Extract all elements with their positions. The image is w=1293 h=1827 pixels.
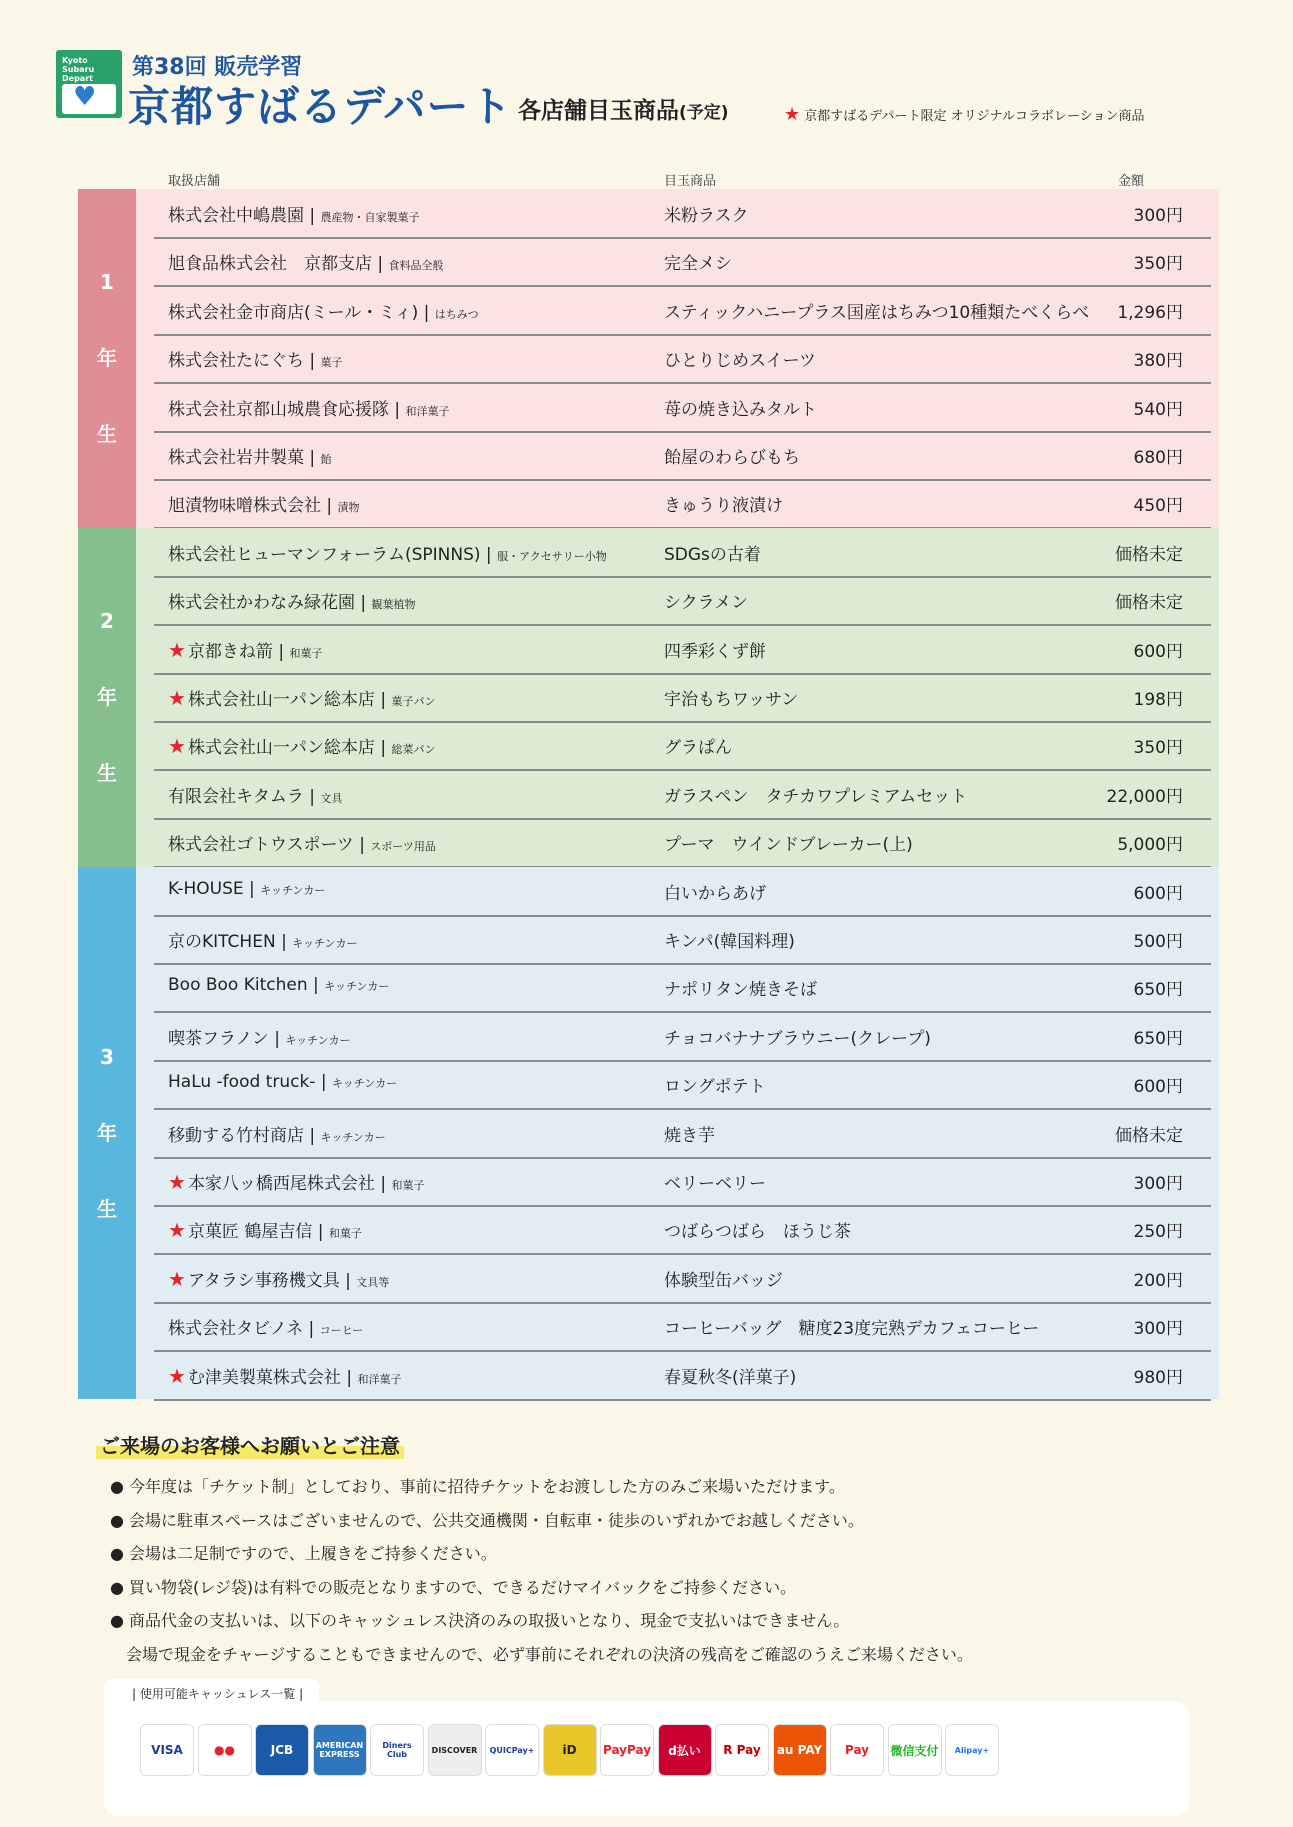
product-price: 650円 (1133, 980, 1183, 1001)
store-label: Boo Boo Kitchen (168, 975, 308, 996)
diners-logo: Diners Club (370, 1724, 424, 1776)
table-row (154, 770, 1211, 820)
paypay-logo: PayPay (600, 1724, 654, 1776)
product-name: ナポリタン焼きそば (664, 980, 817, 1001)
table-row (154, 721, 1211, 771)
grade-label (78, 867, 136, 1399)
grade-label-char: 生 (97, 761, 117, 786)
store-category: 和洋菓子 (357, 1372, 402, 1386)
notice-title: ご来場のお客様へお願いとご注意 (96, 1430, 404, 1459)
store-label: 株式会社岩井製菓 (168, 448, 304, 468)
heart-icon: ♥ (73, 82, 97, 112)
product-price: 650円 (1133, 1028, 1183, 1049)
merpay-logo: Pay (830, 1724, 884, 1776)
star-icon: ★ (168, 1266, 186, 1291)
store-category: キッチンカー (320, 1130, 386, 1144)
product-price: 600円 (1133, 641, 1183, 662)
product-price: 22,000円 (1106, 786, 1183, 807)
store-category: 総菜パン (391, 743, 436, 757)
store-label: 株式会社たにぐち (168, 351, 304, 372)
star-icon: ★ (784, 104, 801, 125)
product-price: 350円 (1133, 254, 1183, 275)
product-price: 価格未定 (1115, 544, 1183, 565)
product-name: 宇治もちワッサン (664, 690, 799, 710)
table-row (154, 1302, 1211, 1352)
store-name: 株式会社かわなみ緑花園 | 観葉植物 (168, 593, 416, 614)
store-name: 京のKITCHEN | キッチンカー (168, 932, 358, 952)
store-name: 株式会社ゴトウスポーツ | スポーツ用品 (168, 835, 436, 856)
store-name: 喫茶フラノン | キッチンカー (168, 1028, 351, 1049)
store-category: コーヒー (319, 1324, 364, 1338)
store-category: キッチンカー (285, 1033, 351, 1047)
discover-logo: DISCOVER (428, 1724, 482, 1776)
store-category: 和菓子 (328, 1227, 362, 1241)
mastercard-logo: ●● (198, 1724, 252, 1776)
product-name: 白いからあげ (664, 883, 766, 904)
product-price: 300円 (1133, 1174, 1183, 1194)
star-icon: ★ (168, 1170, 186, 1194)
product-name: SDGsの古着 (664, 544, 761, 565)
product-name: 焼き芋 (664, 1125, 715, 1146)
store-name: 株式会社京都山城農食応援隊 | 和洋菓子 (168, 399, 450, 420)
grade-label-char: 3 (100, 1044, 114, 1069)
grade-label (78, 189, 136, 528)
table-row (154, 625, 1211, 675)
wechatpay-logo: 微信支付 (888, 1724, 942, 1776)
product-price: 380円 (1133, 351, 1183, 372)
product-price: 600円 (1133, 883, 1183, 904)
notice-item: 会場で現金をチャージすることもできませんので、必ず事前にそれぞれの決済の残高をご確認のうえご来場ください。 (110, 1644, 973, 1664)
store-category: 和洋菓子 (405, 404, 450, 418)
product-name: 苺の焼き込みタルト (664, 399, 817, 420)
store-name: HaLu -food truck- | キッチンカー (168, 1072, 398, 1093)
table-row (154, 673, 1211, 723)
grade-label-char: 2 (100, 609, 114, 634)
store-label: 株式会社タビノネ (168, 1319, 304, 1340)
store-category: 農産物・自家製菓子 (320, 211, 420, 224)
product-name: ベリーベリー (664, 1174, 766, 1194)
product-name: 完全メシ (664, 254, 732, 275)
store-name: ★ 株式会社山一パン総本店 | 総菜パン (168, 734, 436, 759)
rakutenpay-logo: R Pay (715, 1724, 769, 1776)
store-category: 文具等 (356, 1275, 390, 1289)
payment-list-title: | 使用可能キャッシュレス一覧 | (104, 1679, 319, 1706)
notice-item: ● 今年度は「チケット制」としており、事前に招待チケットをお渡しした方のみご来場いただけます。 (110, 1477, 845, 1496)
table-row (154, 286, 1211, 336)
store-name: ★ 京都きね箭 | 和菓子 (168, 637, 323, 662)
store-label: 株式会社京都山城農食応援隊 (168, 399, 389, 420)
store-name: ★ アタラシ事務機文具 | 文具等 (168, 1266, 390, 1291)
product-name: プーマ ウインドブレーカー(上) (664, 835, 913, 856)
alipay-logo: Alipay+ (945, 1724, 999, 1776)
store-name: 株式会社タビノネ | コーヒー (168, 1319, 364, 1340)
product-price: 200円 (1133, 1270, 1183, 1291)
store-category: 服・アクセサリー小物 (497, 549, 607, 563)
grade-label-char: 年 (97, 685, 117, 710)
column-header-price: 金額 (1118, 174, 1145, 189)
store-name: 有限会社キタムラ | 文具 (168, 786, 343, 807)
grade-label-char: 年 (97, 1120, 117, 1145)
product-price: 600円 (1133, 1077, 1183, 1098)
store-category: 飴 (320, 453, 332, 466)
jcb-logo: JCB (255, 1724, 309, 1776)
quicpay-logo: QUICPay+ (485, 1724, 539, 1776)
dbarai-logo: d払い (658, 1724, 712, 1776)
star-icon: ★ (168, 686, 186, 710)
store-name: ★ 京菓匠 鶴屋吉信 | 和菓子 (168, 1218, 362, 1243)
product-name: 四季彩くず餅 (664, 641, 766, 662)
store-name: 株式会社金市商店(ミール・ミィ) | はちみつ (168, 302, 479, 323)
store-category: 和菓子 (289, 646, 323, 660)
store-category: キッチンカー (292, 937, 358, 950)
aupay-logo: au PAY (773, 1724, 827, 1776)
product-price: 1,296円 (1117, 302, 1183, 323)
store-name: 株式会社中嶋農園 | 農産物・自家製菓子 (168, 206, 420, 226)
product-name: きゅうり液漬け (664, 496, 783, 517)
store-category: 菓子パン (391, 695, 436, 708)
table-row (154, 576, 1211, 626)
logo-text: Kyoto Subaru Depart (62, 56, 95, 83)
store-label: 株式会社山一パン総本店 (187, 738, 375, 759)
school-logo (56, 50, 122, 118)
store-name: ★ む津美製菓株式会社 | 和洋菓子 (168, 1363, 402, 1388)
product-price: 価格未定 (1115, 1125, 1183, 1146)
store-label: 株式会社ゴトウスポーツ (168, 835, 354, 856)
table-row (154, 237, 1211, 287)
product-price: 198円 (1133, 690, 1183, 710)
store-label: 京のKITCHEN (168, 932, 276, 952)
table-row (154, 1060, 1211, 1110)
notice-item: ● 会場は二足制ですので、上履きをご持参ください。 (110, 1544, 497, 1563)
store-category: はちみつ (434, 307, 479, 321)
table-row (154, 189, 1211, 239)
section-title: 各店舗目玉商品(予定) (518, 98, 729, 124)
store-label: K-HOUSE (168, 878, 244, 899)
store-label: 京都きね箭 (187, 641, 273, 662)
table-row (154, 528, 1211, 578)
store-name: K-HOUSE | キッチンカー (168, 878, 326, 899)
product-name: 春夏秋冬(洋菓子) (664, 1367, 797, 1388)
product-name: 飴屋のわらびもち (664, 448, 800, 468)
star-icon: ★ (168, 1363, 186, 1388)
table-row (154, 383, 1211, 433)
legend-note: ★ 京都すばるデパート限定 オリジナルコラボレーション商品 (784, 104, 1145, 125)
store-label: 旭食品株式会社 京都支店 (168, 254, 372, 275)
product-price: 300円 (1133, 206, 1183, 226)
store-label: 株式会社金市商店(ミール・ミィ) (168, 302, 419, 323)
notice-item: ● 商品代金の支払いは、以下のキャッシュレス決済のみの取扱いとなり、現金で支払いはできません。 (110, 1611, 850, 1630)
product-price: 300円 (1133, 1319, 1183, 1340)
store-name: 旭漬物味噌株式会社 | 漬物 (168, 496, 360, 517)
product-name: グラぱん (664, 738, 732, 759)
table-row (154, 479, 1211, 529)
page-title: 京都すばるデパート (128, 82, 513, 131)
star-icon: ★ (168, 734, 186, 759)
store-category: 食料品全般 (388, 259, 444, 273)
table-row (154, 1205, 1211, 1255)
store-label: 旭漬物味噌株式会社 (168, 496, 321, 517)
star-icon: ★ (168, 1218, 186, 1243)
store-name: Boo Boo Kitchen | キッチンカー (168, 975, 390, 996)
store-label: 喫茶フラノン (168, 1028, 269, 1049)
table-row (154, 1109, 1211, 1159)
store-category: 和菓子 (391, 1179, 425, 1192)
grade-label-char: 生 (97, 422, 117, 447)
product-name: 米粉ラスク (664, 206, 749, 226)
grade-label-char: 年 (97, 346, 117, 371)
product-price: 価格未定 (1115, 593, 1183, 614)
event-subtitle: 第38回 販売学習 (132, 55, 303, 80)
store-label: む津美製菓株式会社 (187, 1367, 341, 1388)
table-row (154, 431, 1211, 481)
table-row (154, 1157, 1211, 1207)
product-name: キンパ(韓国料理) (664, 932, 795, 952)
store-label: 株式会社中嶋農園 (168, 206, 304, 226)
table-row (154, 1012, 1211, 1062)
product-price: 250円 (1133, 1222, 1183, 1243)
store-label: アタラシ事務機文具 (187, 1270, 340, 1291)
header (56, 50, 1256, 130)
table-row (154, 867, 1211, 917)
column-header-store: 取扱店舗 (168, 174, 221, 189)
amex-logo: AMERICAN EXPRESS (313, 1724, 367, 1776)
product-price: 350円 (1133, 738, 1183, 759)
store-label: 株式会社山一パン総本店 (187, 690, 375, 710)
grade-label-char: 1 (100, 270, 114, 295)
product-price: 680円 (1133, 448, 1183, 468)
product-price: 980円 (1133, 1367, 1183, 1388)
product-name: スティックハニープラス国産はちみつ10種類たべくらべ (664, 302, 1090, 323)
product-name: チョコバナナブラウニー(クレープ) (664, 1028, 931, 1049)
store-label: 移動する竹村商店 (168, 1125, 304, 1146)
product-name: 体験型缶バッジ (664, 1270, 783, 1291)
store-name: 株式会社岩井製菓 | 飴 (168, 448, 332, 468)
store-label: 株式会社かわなみ緑花園 (168, 593, 355, 614)
store-label: 有限会社キタムラ (168, 786, 304, 807)
store-category: 文具 (320, 791, 343, 805)
visa-logo: VISA (140, 1724, 194, 1776)
payment-logos (104, 1702, 1190, 1816)
column-header-product: 目玉商品 (664, 174, 717, 189)
store-category: 観葉植物 (371, 598, 416, 612)
product-name: シクラメン (664, 593, 749, 614)
store-name: ★ 株式会社山一パン総本店 | 菓子パン (168, 686, 436, 710)
product-price: 450円 (1133, 496, 1183, 517)
table-row (154, 1351, 1211, 1401)
table-row (154, 818, 1211, 868)
store-name: 株式会社ヒューマンフォーラム(SPINNS) | 服・アクセサリー小物 (168, 544, 607, 565)
star-icon: ★ (168, 637, 186, 662)
store-label: 株式会社ヒューマンフォーラム(SPINNS) (168, 544, 481, 565)
notice-item: ● 会場に駐車スペースはございませんので、公共交通機関・自転車・徒歩のいずれかでお越しください。 (110, 1510, 864, 1530)
product-name: ひとりじめスイーツ (664, 351, 816, 372)
product-name: ガラスペン タチカワプレミアムセット (664, 786, 968, 807)
grade-label-char: 生 (97, 1196, 117, 1221)
store-name: ★ 本家八ッ橋西尾株式会社 | 和菓子 (168, 1170, 425, 1194)
product-name: ロングポテト (664, 1077, 766, 1098)
table-row (154, 1254, 1211, 1304)
table-row (154, 915, 1211, 965)
product-name: コーヒーバッグ 糖度23度完熟デカフェコーヒー (664, 1319, 1040, 1340)
store-category: キッチンカー (260, 883, 326, 897)
store-category: スポーツ用品 (370, 840, 436, 854)
table-row (154, 963, 1211, 1013)
product-price: 5,000円 (1117, 835, 1183, 856)
store-name: 株式会社たにぐち | 菓子 (168, 351, 343, 372)
store-category: 漬物 (337, 501, 360, 515)
store-label: HaLu -food truck- (168, 1072, 316, 1093)
grade-label (78, 528, 136, 867)
table-row (154, 334, 1211, 384)
notice-item: ● 買い物袋(レジ袋)は有料での販売となりますので、できるだけマイバックをご持参ください。 (110, 1577, 797, 1597)
id-logo: iD (543, 1724, 597, 1776)
store-category: キッチンカー (331, 1077, 398, 1091)
store-category: キッチンカー (324, 980, 390, 994)
product-price: 500円 (1133, 932, 1183, 952)
store-label: 本家八ッ橋西尾株式会社 (187, 1174, 375, 1194)
store-label: 京菓匠 鶴屋吉信 (187, 1222, 313, 1243)
store-name: 旭食品株式会社 京都支店 | 食料品全般 (168, 254, 444, 275)
product-name: つばらつばら ほうじ茶 (664, 1222, 851, 1243)
store-category: 菓子 (320, 356, 343, 370)
store-name: 移動する竹村商店 | キッチンカー (168, 1125, 386, 1146)
product-price: 540円 (1133, 399, 1183, 420)
